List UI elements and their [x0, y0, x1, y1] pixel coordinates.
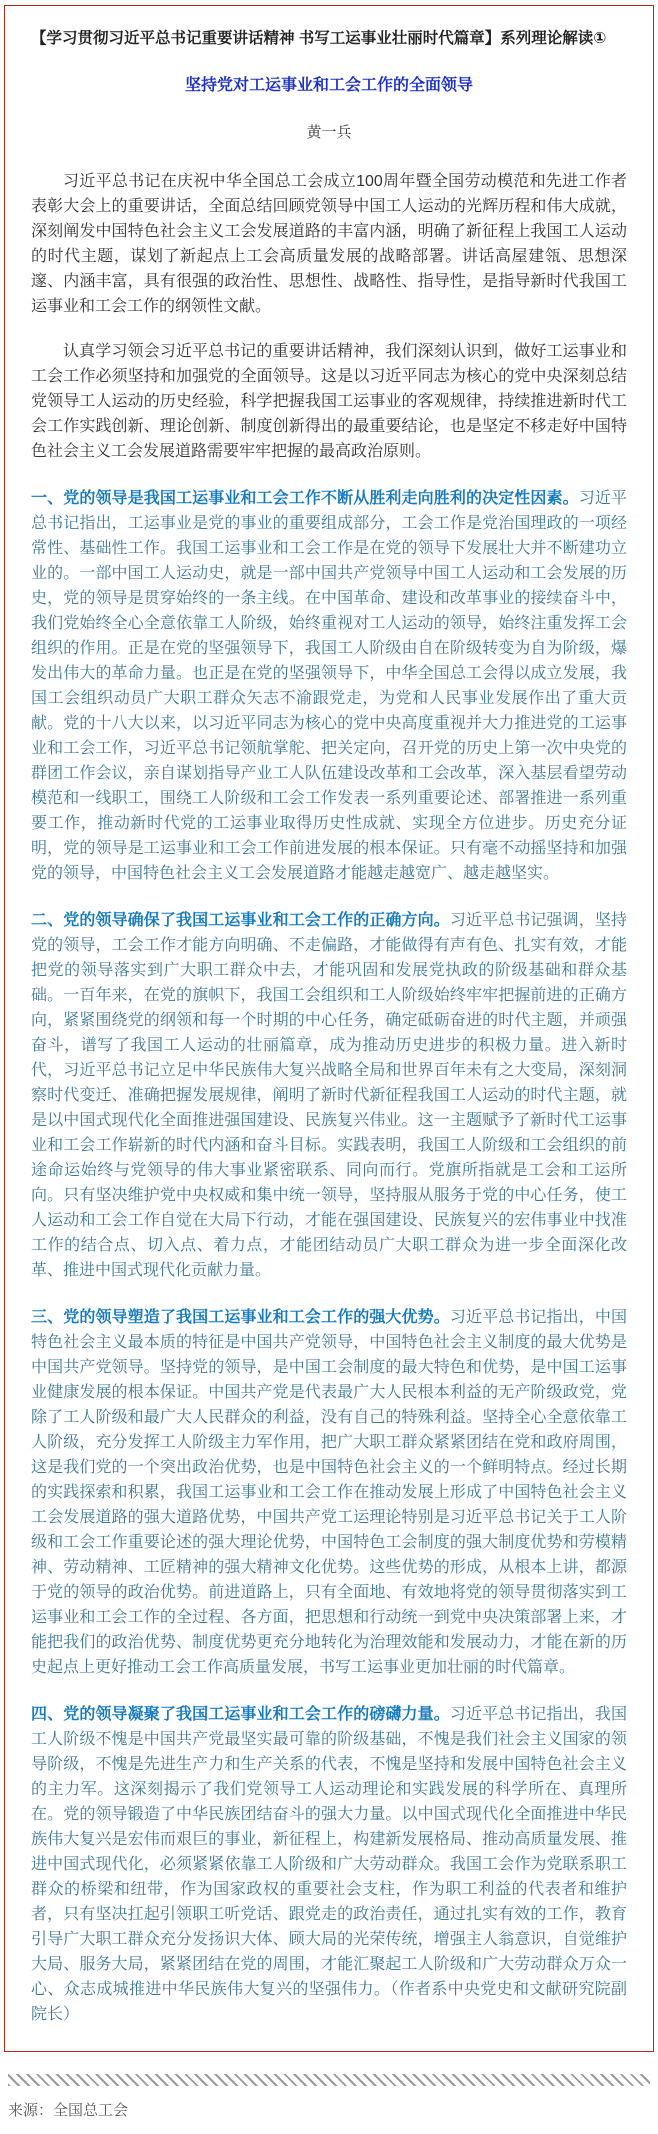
- section-2: [31, 908, 627, 1283]
- section-1-body: 习近平总书记指出，工运事业是党的事业的重要组成部分，工会工作是党治国理政的一项经常性、基础性工作。我国工运事业和工会工作是在党的领导下发展壮大并不断建功立业的。一部中国工人运动史，就是一部中国共产党领导中国工人运动和工会发展的历史，党的领导是贯穿始终的一条主线。在中国革命、建设和改革事业的接续奋斗中，我们党始终全心全意依靠工人阶级，始终重视对工人运动的领导，始终注重发挥工会组织的作用。正是在党的坚强领导下，我国工人阶级由自在阶级转变为自为阶级，爆发出伟大的革命力量。也正是在党的坚强领导下，中华全国总工会得以成立发展，我国工会组织动员广大职工群众矢志不渝跟党走，为党和人民事业发展作出了重大贡献。党的十八大以来，以习近平同志为核心的党中央高度重视并大力推进党的工运事业和工会工作，习近平总书记领航掌舵、把关定向，召开党的历史上第一次中央党的群团工作会议，亲自谋划指导产业工人队伍建设改革和工会改革，深入基层看望劳动模范和一线职工，围绕工人阶级和工会工作发表一系列重要论述、部署推进一系列重要工作，推动新时代党的工运事业取得历史性成就、实现全方位进步。历史充分证明，党的领导是工运事业和工会工作前进发展的根本保证。只有毫不动摇坚持和加强党的领导，中国特色社会主义工会发展道路才能越走越宽广、越走越坚实。: [31, 490, 627, 882]
- section-4-heading: 四、党的领导凝聚了我国工运事业和工会工作的磅礴力量。: [31, 1706, 450, 1723]
- article-subtitle: 坚持党对工运事业和工会工作的全面领导: [184, 77, 473, 94]
- section-3-heading: 三、党的领导塑造了我国工运事业和工会工作的强大优势。: [31, 1309, 450, 1326]
- section-3-body: 习近平总书记指出，中国特色社会主义最本质的特征是中国共产党领导，中国特色社会主义制度的最大优势是中国共产党领导。坚持党的领导，是中国工会制度的最大特色和优势，是中国工运事业健康发展的根本保证。中国共产党是代表最广大人民根本利益的无产阶级政党，党除了工人阶级和最广大人民群众的利益，没有自己的特殊利益。坚持全心全意依靠工人阶级，充分发挥工人阶级主力军作用，把广大职工群众紧紧团结在党和政府周围，这是我们党的一个突出政治优势，也是中国特色社会主义的一个鲜明特点。经过长期的实践探索和积累，我国工运事业和工会工作在推动发展上形成了中国特色社会主义工会发展道路的强大道路优势，中国共产党工运理论特别是习近平总书记关于工人阶级和工会工作重要论述的强大理论优势，中国特色工会制度的强大制度优势和劳模精神、劳动精神、工匠精神的强大精神文化优势。这些优势的形成，从根本上讲，都源于党的领导的政治优势。前进道路上，只有全面地、有效地将党的领导贯彻落实到工运事业和工会工作的全过程、各方面，把思想和行动统一到党中央决策部署上来，才能把我们的政治优势、制度优势更充分地转化为治理效能和发展动力，才能在新的历史起点上更好推动工会工作高质量发展，书写工运事业更加壮丽的时代篇章。: [31, 1309, 627, 1676]
- article-title: 【学习贯彻习近平总书记重要讲话精神 书写工运事业壮丽时代篇章】系列理论解读①: [31, 30, 607, 47]
- intro-paragraph-1: 习近平总书记在庆祝中华全国总工会成立100周年暨全国劳动模范和先进工作者表彰大会上的重要讲话，全面总结回顾党领导中国工人运动的光辉历程和伟大成就，深刻阐发中国特色社会主义工会发展道路的丰富内涵，明确了新征程上我国工人运动的时代主题，谋划了新起点上工会高质量发展的战略部署。讲话高屋建瓴、思想深邃、内涵丰富，具有很强的政治性、思想性、战略性、指导性，是指导新时代我国工运事业和工会工作的纲领性文献。: [31, 173, 627, 315]
- article-author: 黄一兵: [306, 124, 352, 141]
- striped-divider: [8, 2074, 650, 2086]
- source-label: 来源：全国总工会: [8, 2102, 129, 2119]
- section-4: [31, 1702, 627, 2027]
- section-2-body: 习近平总书记强调，坚持党的领导，工会工作才能方向明确、不走偏路，才能做得有声有色、扎实有效，才能把党的领导落实到广大职工群众中去，才能巩固和发展党执政的阶级基础和群众基础。一百年来，在党的旗帜下，我国工会组织和工人阶级始终牢牢把握前进的正确方向，紧紧围绕党的纲领和每一个时期的中心任务，确定砥砺奋进的时代主题，并顽强奋斗，谱写了我国工人运动的壮丽篇章，成为推动历史进步的积极力量。进入新时代，习近平总书记立足中华民族伟大复兴战略全局和世界百年未有之大变局，深刻洞察时代变迁、准确把握发展规律，阐明了新时代新征程我国工人运动的时代主题，就是以中国式现代化全面推进强国建设、民族复兴伟业。这一主题赋予了新时代工运事业和工会工作崭新的时代内涵和奋斗目标。实践表明，我国工人阶级和工会组织的前途命运始终与党领导的伟大事业紧密联系、同向而行。党旗所指就是工会和工运所向。只有坚决维护党中央权威和集中统一领导，坚持服从服务于党的中心任务，使工人运动和工会工作自觉在大局下行动，才能在强国建设、民族复兴的宏伟事业中找准工作的结合点、切入点、着力点，才能团结动员广大职工群众为进一步全面深化改革、推进中国式现代化贡献力量。: [31, 912, 627, 1279]
- section-1: [31, 486, 627, 886]
- article-box: [4, 5, 654, 2052]
- section-2-heading: 二、党的领导确保了我国工运事业和工会工作的正确方向。: [31, 912, 450, 929]
- section-4-body: 习近平总书记指出，我国工人阶级不愧是中国共产党最坚实最可靠的阶级基础，不愧是我们社会主义国家的领导阶级，不愧是先进生产力和生产关系的代表，不愧是坚持和发展中国特色社会主义的主力军。这深刻揭示了我们党领导工人运动理论和实践发展的科学所在、真理所在。党的领导锻造了中华民族团结奋斗的强大力量。以中国式现代化全面推进中华民族伟大复兴是宏伟而艰巨的事业，新征程上，构建新发展格局、推动高质量发展、推进中国式现代化，必须紧紧依靠工人阶级和广大劳动群众。我国工会作为党联系职工群众的桥梁和纽带，作为国家政权的重要社会支柱，作为职工利益的代表者和维护者，只有坚决扛起引领职工听党话、跟党走的政治责任，通过扎实有效的工作，教育引导广大职工群众充分发扬识大体、顾大局的光荣传统，增强主人翁意识，自觉维护大局、服务大局，紧紧团结在党的周围，才能汇聚起工人阶级和广大劳动群众万众一心、众志成城推进中华民族伟大复兴的坚强伟力。（作者系中央党史和文献研究院副院长）: [31, 1706, 627, 2023]
- section-3: [31, 1305, 627, 1680]
- section-1-heading: 一、党的领导是我国工运事业和工会工作不断从胜利走向胜利的决定性因素。: [31, 490, 579, 507]
- intro-paragraph-2: 认真学习领会习近平总书记的重要讲话精神，我们深刻认识到，做好工运事业和工会工作必须坚持和加强党的全面领导。这是以习近平同志为核心的党中央深刻总结党领导工人运动的历史经验，科学把握我国工运事业的客观规律，持续推进新时代工会工作实践创新、理论创新、制度创新得出的最重要结论，也是坚定不移走好中国特色社会主义工会发展道路需要牢牢把握的最高政治原则。: [31, 343, 627, 460]
